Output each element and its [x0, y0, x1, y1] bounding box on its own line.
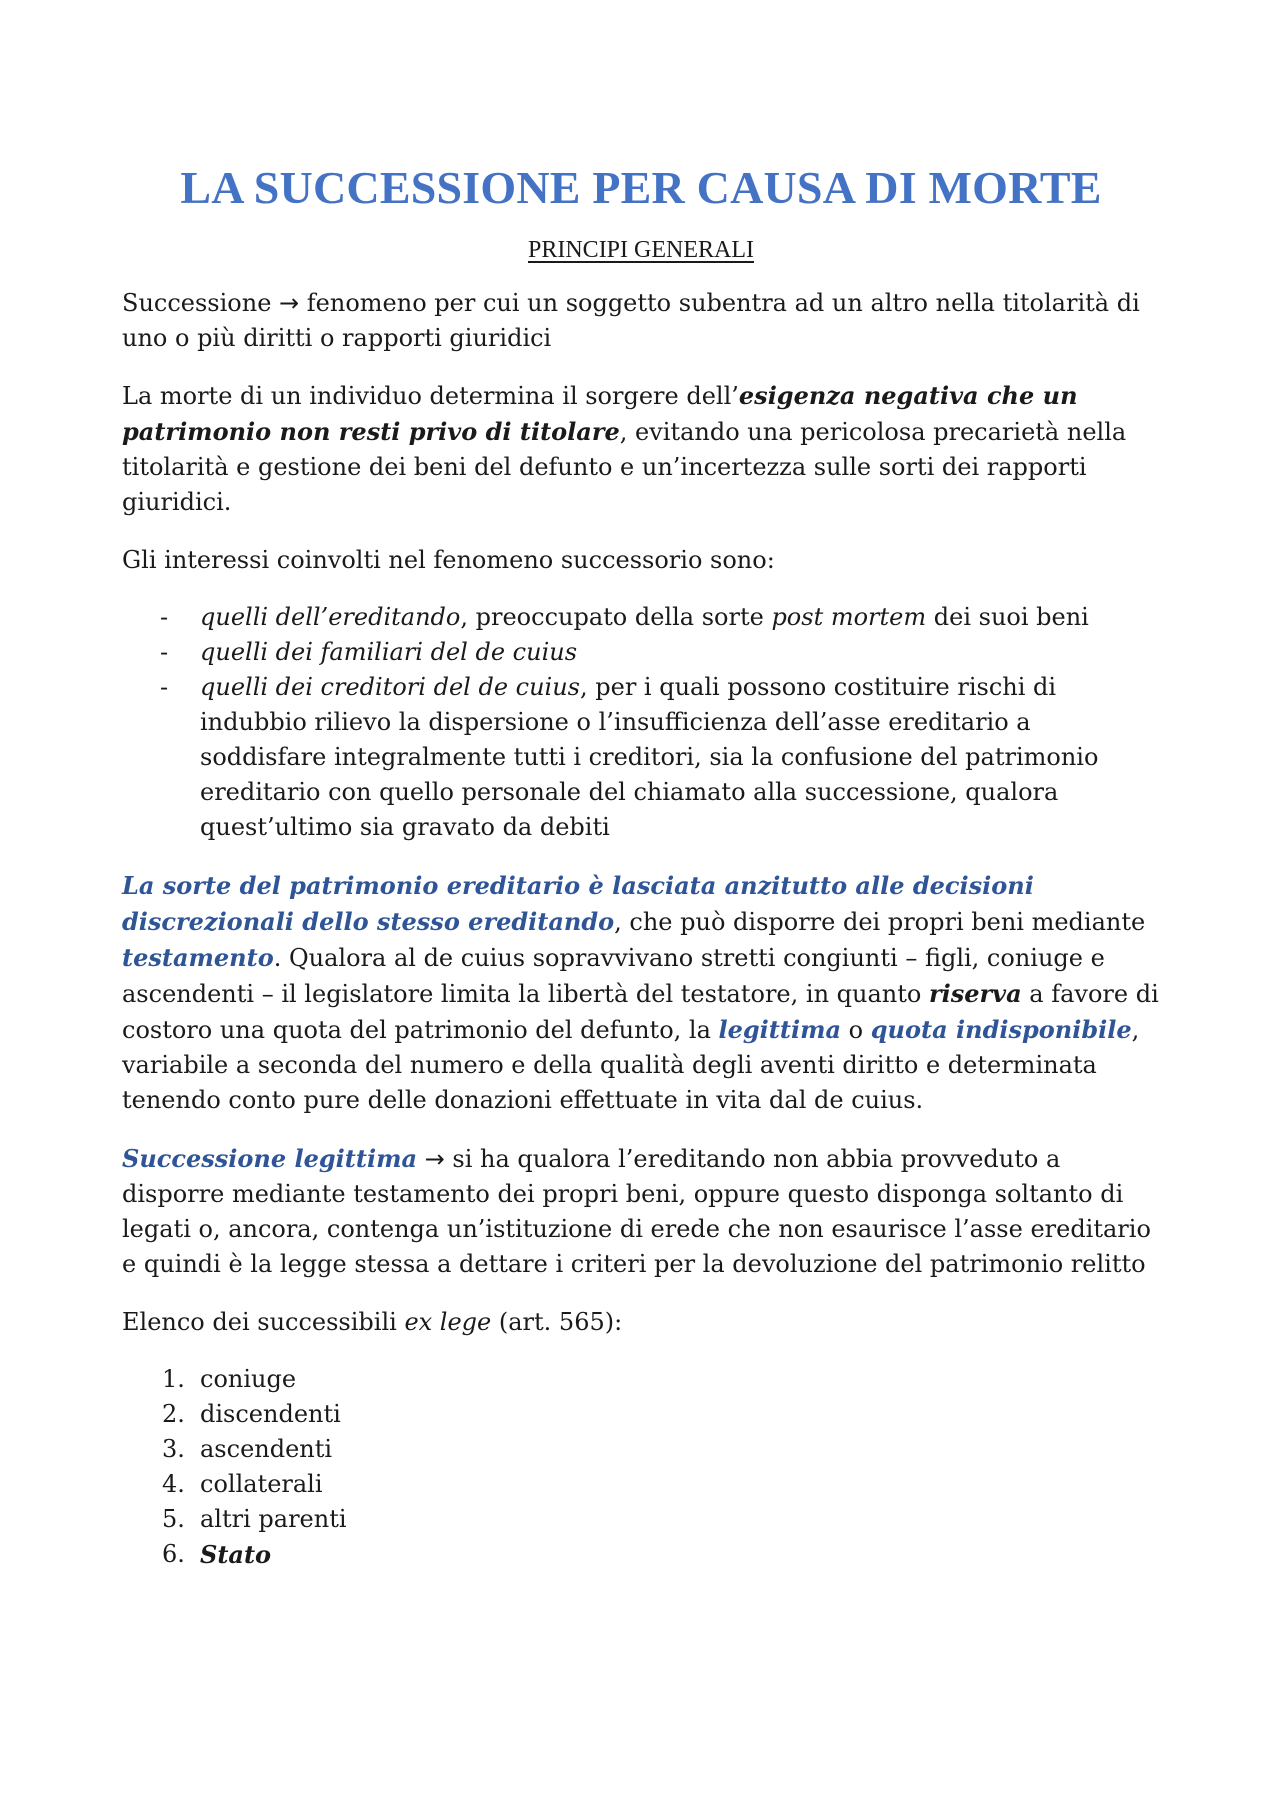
document-title: LA SUCCESSIONE PER CAUSA DI MORTE	[180, 162, 1102, 213]
emphasis-discretionary: La sorte del patrimonio ereditario è lasciata anzitutto alle decisioni discrezionali dello stesso ereditando	[122, 871, 1034, 936]
paragraph-successibili-intro	[122, 1305, 1160, 1340]
text-span: o	[841, 1016, 871, 1044]
text-span: La morte di un individuo determina il sorgere dell’	[122, 382, 739, 410]
text-span: quelli dell’ereditando	[200, 603, 461, 631]
dash-marker: -	[160, 603, 169, 631]
text-span: post mortem	[771, 603, 927, 631]
text-span: quelli dei familiari del de cuius	[200, 638, 578, 666]
list-item	[122, 635, 1160, 670]
text-span: quelli dei creditori del de cuius	[200, 673, 580, 701]
list-item	[122, 1432, 1160, 1467]
paragraph-death	[122, 378, 1160, 520]
list-number: 5.	[162, 1505, 185, 1533]
list-item	[122, 1362, 1160, 1397]
list-number: 1.	[162, 1365, 185, 1393]
emphasis-riserva: riserva	[928, 979, 1022, 1008]
text-span: , variabile a seconda del numero e della qualità degli aventi diritto e determinata tenendo conto pure delle donazioni effettuate in vita dal de cuius.	[122, 1016, 1140, 1114]
emphasis-negative-need: esigenza negativa che un patrimonio non resti privo di titolare	[122, 381, 1078, 446]
paragraph-definition	[122, 286, 1160, 356]
arrow-icon: →	[417, 1145, 445, 1173]
text-span: , evitando una pericolosa precarietà nella titolarità e gestione dei beni del defunto e un’incertezza sulle sorti dei rapporti giuridici.	[122, 418, 1127, 516]
emphasis-testamento: testamento	[122, 943, 274, 972]
successibili-list	[122, 1362, 1160, 1573]
text-span: collaterali	[200, 1470, 323, 1498]
text-span: , per i quali possono costituire rischi di indubbio rilievo la dispersione o l’insufficienza dell’asse ereditario a soddisfare integralmente tutti i creditori, sia la confusione del patrimonio ereditario con quello personale del chiamato alla successione, qualora quest’ultimo sia gravato da debiti	[200, 673, 1099, 841]
dash-marker: -	[160, 638, 169, 666]
list-item	[122, 1537, 1160, 1573]
emphasis-stato: Stato	[200, 1540, 272, 1569]
text-span: (art. 565):	[491, 1308, 623, 1336]
text-span: altri parenti	[200, 1505, 347, 1533]
text-span: coniuge	[200, 1365, 297, 1393]
section-title: PRINCIPI GENERALI	[528, 237, 754, 263]
emphasis-successione-legittima: Successione legittima	[122, 1144, 418, 1173]
list-item	[122, 1397, 1160, 1432]
emphasis-legittima: legittima	[718, 1015, 842, 1044]
definition-text: fenomeno per cui un soggetto subentra ad un altro nella titolarità di uno o più diritti o rapporti giuridici	[122, 289, 1140, 352]
interests-list	[122, 600, 1160, 845]
paragraph-interests-intro: Gli interessi coinvolti nel fenomeno successorio sono:	[122, 546, 775, 574]
list-number: 4.	[162, 1470, 185, 1498]
dash-marker: -	[160, 673, 169, 701]
text-span: discendenti	[200, 1400, 341, 1428]
text-span: Elenco dei successibili	[122, 1308, 405, 1336]
paragraph-testament	[122, 868, 1160, 1118]
emphasis-quota-indisponibile: quota indisponibile	[870, 1015, 1132, 1044]
list-number: 6.	[162, 1540, 185, 1568]
text-span: ascendenti	[200, 1435, 333, 1463]
text-span: si ha qualora l’ereditando non abbia provveduto a disporre mediante testamento dei propri beni, oppure questo disponga soltanto di legati o, ancora, contenga un’istituzione di erede che non esaurisce l’asse ereditario e quindi è la legge stessa a dettare i criteri per la devoluzione del patrimonio relitto	[122, 1145, 1151, 1278]
list-item	[122, 1502, 1160, 1537]
list-number: 2.	[162, 1400, 185, 1428]
term-successione: Successione	[122, 289, 272, 317]
text-span: dei suoi beni	[926, 603, 1089, 631]
text-span: , che può disporre dei propri beni mediante	[614, 908, 1146, 936]
list-item	[122, 1467, 1160, 1502]
text-span: ex lege	[404, 1308, 492, 1336]
arrow-icon: →	[279, 289, 300, 317]
paragraph-legal-succession	[122, 1141, 1160, 1282]
text-span: , preoccupato della sorte	[460, 603, 772, 631]
list-item	[122, 670, 1160, 845]
list-item	[122, 600, 1160, 635]
text-span: a favore di costoro una quota del patrimonio del defunto, la	[122, 980, 1159, 1044]
text-span: . Qualora al de cuius sopravvivano stretti congiunti – figli, coniuge e ascendenti – il legislatore limita la libertà del testatore, in quanto	[122, 944, 1105, 1008]
list-number: 3.	[162, 1435, 185, 1463]
